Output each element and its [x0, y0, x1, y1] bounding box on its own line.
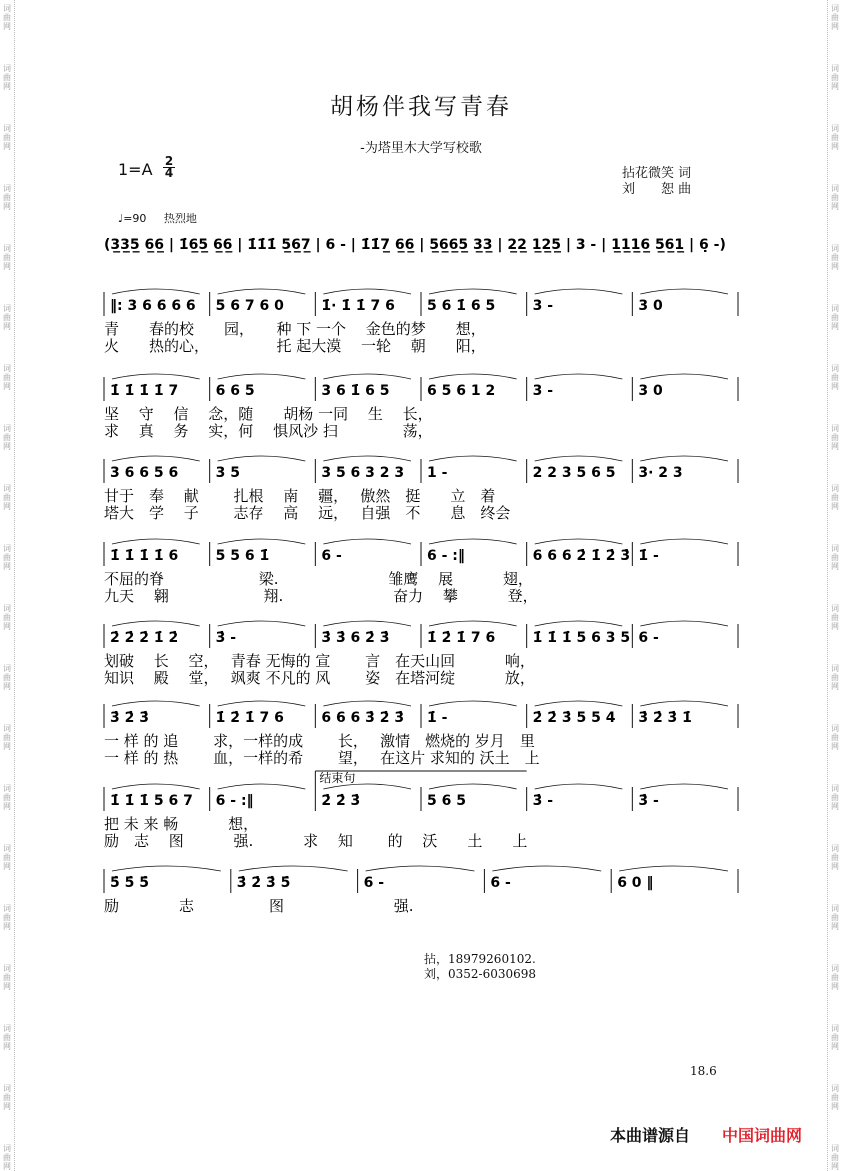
key-signature: 1=A [118, 160, 153, 179]
watermark-glyph: 词 曲 网 [3, 1084, 11, 1111]
measure-notes: 3 - [532, 298, 554, 314]
slur [429, 784, 517, 789]
slur [535, 539, 623, 544]
watermark-glyph: 词 曲 网 [3, 124, 11, 151]
slur [429, 456, 517, 461]
measure-notes: 5 5 6 1̇ [215, 548, 270, 564]
composer-credit: 刘 恕 曲 [622, 182, 692, 197]
watermark-glyph: 词 曲 网 [3, 724, 11, 751]
measure-notes: 1̇ 1̇ 1̇ 5 6 7 [110, 793, 193, 809]
measure-notes: 3· 2 3 [638, 465, 683, 481]
slur [640, 539, 728, 544]
slur [640, 701, 728, 706]
lyric-line: 划破 长 空， 青春 无悔的 宣 言 在天山回 响， [104, 652, 535, 670]
measure-notes: 3 - [532, 383, 554, 399]
contact-lyricist: 拈，18979260102. [424, 952, 536, 966]
slur [323, 539, 411, 544]
watermark-glyph: 词 曲 网 [3, 844, 11, 871]
watermark-glyph: 词 曲 网 [3, 64, 11, 91]
measure-notes: 6 - :‖ [215, 793, 254, 809]
measure-notes: 6 - [638, 630, 659, 646]
measure-notes: 1̇ - [427, 710, 448, 726]
watermark-glyph: 词 曲 网 [831, 64, 839, 91]
measure-notes: 3̇ - [532, 793, 554, 809]
slur [112, 539, 200, 544]
slur [323, 374, 411, 379]
measure-notes: 6 6 6 3̇ 2̇ 3̇ [321, 710, 405, 726]
measure-notes: 5 6 1̇ 6 5 [427, 298, 496, 314]
measure-notes: 1̇· 1̇ 1̇ 7 6 [321, 298, 395, 314]
lyric-line: 甘于 奉 献 扎根 南 疆， 傲然 挺 立 着 [104, 487, 496, 505]
lyric-line: 把 未 来 畅 想， [104, 815, 259, 833]
measure-notes: 3 0 [638, 383, 663, 399]
slur [535, 701, 623, 706]
measure-notes: 5̇ 5̇ 5̇ [110, 875, 149, 891]
slur [112, 456, 200, 461]
watermark-glyph: 词 曲 网 [831, 784, 839, 811]
score-date: 18.6 [690, 1064, 717, 1078]
measure-notes: 1̇ 1̇ 1̇ 5 6 3 5 [532, 630, 631, 646]
measure-notes: 6 6 6 2̇ 1̇ 2̇ 3̇ [532, 548, 631, 564]
measure-notes: 3 5 6 3 2 3 [321, 465, 405, 481]
watermark-glyph: 词 曲 网 [3, 484, 11, 511]
measure-notes: 3 6 6 5 6 [110, 465, 179, 481]
measure-notes: 5 6 5 [427, 793, 466, 809]
measure-notes: 3̇ 2̇ 3̇ 5̇ [236, 875, 291, 891]
measure-notes: 1̇ 2̇ 1̇ 7 6 [427, 630, 496, 646]
watermark-glyph: 词 曲 网 [831, 1024, 839, 1051]
slur [112, 621, 200, 626]
tempo-expression: 热烈地 [163, 212, 197, 225]
lyric-line: 塔大 学 子 志存 高 远， 自强 不 息 终会 [104, 504, 511, 522]
watermark-glyph: 词 曲 网 [831, 124, 839, 151]
watermark-glyph: 词 曲 网 [831, 904, 839, 931]
intro-line: (3̲3̲5̲ 6̲6̲ | 1̇6̲5̲ 6̲6̲ | 1̇1̇1̇ 5̲6̲7̲ | 6 - | 1̇1̇7̲ 6̲6̲ | 5̲6̲6̲5̲ 3̲3̲ | 2̲2̲ 1̲2̲5̲ | 3 - | 1̲1̲1̲6̲ 5̲6̲1̲ | 6̣ -) [104, 237, 726, 253]
watermark-glyph: 词 曲 网 [831, 1144, 839, 1171]
watermark-glyph: 词 曲 网 [3, 544, 11, 571]
watermark-glyph: 词 曲 网 [3, 964, 11, 991]
slur [218, 701, 306, 706]
measure-notes: 3̇ 2̇ 3̇ 1̇ [638, 710, 692, 726]
slur [429, 289, 517, 294]
measure-notes: 2̇ 2̇ 3̇ 5 5 4 [532, 710, 616, 726]
watermark-glyph: 词 曲 网 [3, 664, 11, 691]
ending-label: 结束句 [319, 771, 356, 785]
watermark-glyph: 词 曲 网 [831, 424, 839, 451]
measure-notes: 6 - :‖ [427, 548, 465, 564]
watermark-glyph: 词 曲 网 [831, 724, 839, 751]
measure-notes: 6 - [490, 875, 511, 891]
slur [218, 539, 306, 544]
slur [112, 866, 221, 871]
lyric-line: 坚 守 信 念，随 胡杨 一同 生 长， [104, 405, 433, 423]
watermark-glyph: 词 曲 网 [3, 244, 11, 271]
watermark-glyph: 词 曲 网 [831, 184, 839, 211]
slur [429, 621, 517, 626]
watermark-glyph: 词 曲 网 [831, 4, 839, 31]
slur [112, 289, 200, 294]
lyric-line: 励 志 图 强. 求 知 的 沃 土 上 [104, 832, 528, 850]
measure-notes: 1̇ 1̇ 1̇ 1̇ 6 [110, 548, 179, 564]
time-lower: 4 [164, 166, 174, 180]
slur [535, 289, 623, 294]
watermark-glyph: 词 曲 网 [3, 424, 11, 451]
slur [112, 701, 200, 706]
watermark-glyph: 词 曲 网 [831, 484, 839, 511]
slur [218, 374, 306, 379]
measure-notes: 3 6 1̇ 6 5 [321, 383, 390, 399]
song-subtitle: -为塔里木大学写校歌 [360, 141, 482, 156]
slur [239, 866, 348, 871]
slur [640, 374, 728, 379]
time-upper: 2 [164, 154, 174, 168]
measure-notes: 5 6 7 6 0 [215, 298, 284, 314]
lyric-line: 一 样 的 追 求，一样的成 长， 激情 燃烧的 岁月 里 [104, 732, 535, 750]
lyricist-credit: 拈花微笑 词 [622, 166, 692, 181]
watermark-glyph: 词 曲 网 [3, 1144, 11, 1171]
slur [535, 784, 623, 789]
slur [640, 289, 728, 294]
slur [323, 621, 411, 626]
slur [323, 289, 411, 294]
measure-notes: 6 5 6 1 2 [427, 383, 496, 399]
measure-notes: 3 5 [215, 465, 241, 481]
slur [218, 621, 306, 626]
contact-composer: 刘，0352-6030698 [424, 967, 537, 981]
slur [492, 866, 601, 871]
measure-notes: 2̇ 2̇ 2̇ 1̇ 2̇ [110, 630, 179, 646]
lyric-line: 九天 翱 翔. 奋力 攀 登， [104, 587, 538, 605]
slur [640, 621, 728, 626]
measure-notes: 2̇ 2̇ 3̇ [321, 793, 361, 809]
measure-notes: 3̇ - [215, 630, 237, 646]
watermark-glyph: 词 曲 网 [831, 1084, 839, 1111]
source-label: 本曲谱源自 [610, 1126, 691, 1145]
measure-notes: 6 6 5 [215, 383, 255, 399]
watermark-glyph: 词 曲 网 [3, 784, 11, 811]
slur [429, 374, 517, 379]
watermark-glyph: 词 曲 网 [831, 244, 839, 271]
lyric-line: 求 真 务 实，何 惧风沙 扫 荡， [104, 422, 433, 440]
measure-notes: 2 2 3 5 6 5 [532, 465, 616, 481]
slur [640, 456, 728, 461]
measure-notes: 3̇ 3̇ 6 2̇ 3̇ [321, 630, 390, 646]
tempo-bpm: ♩=90 [118, 212, 147, 225]
slur [112, 784, 200, 789]
slur [366, 866, 475, 871]
watermark-glyph: 词 曲 网 [3, 4, 11, 31]
slur [218, 289, 306, 294]
watermark-glyph: 词 曲 网 [831, 844, 839, 871]
watermark-glyph: 词 曲 网 [831, 964, 839, 991]
slur [535, 374, 623, 379]
slur [619, 866, 728, 871]
slur [218, 456, 306, 461]
watermark-glyph: 词 曲 网 [3, 364, 11, 391]
measure-notes: ‖: 3 6 6 6 6 [110, 298, 196, 314]
lyric-line: 不屈的脊 梁. 雏鹰 展 翅， [104, 570, 533, 588]
measure-notes: 6 - [363, 875, 385, 891]
slur [535, 621, 623, 626]
watermark-glyph: 词 曲 网 [831, 604, 839, 631]
measure-notes: 1̇ 2̇ 1̇ 7 6 [215, 710, 284, 726]
lyric-line: 火 热的心， 托 起大漠 一轮 朝 阳， [104, 337, 486, 355]
measure-notes: 3 0 [638, 298, 663, 314]
watermark-glyph: 词 曲 网 [831, 304, 839, 331]
slur [323, 456, 411, 461]
slur [640, 784, 728, 789]
measure-notes: 1 - [427, 465, 448, 481]
lyric-line: 知识 殿 堂， 飒爽 不凡的 风 姿 在塔河绽 放， [104, 669, 535, 687]
watermark-glyph: 词 曲 网 [3, 304, 11, 331]
lyric-line: 一 样 的 热 血，一样的希 望， 在这片 求知的 沃土 上 [104, 749, 540, 767]
source-brand: 中国词曲网 [722, 1126, 803, 1145]
slur [112, 374, 200, 379]
slur [535, 456, 623, 461]
watermark-glyph: 词 曲 网 [831, 664, 839, 691]
slur [429, 701, 517, 706]
song-title: 胡杨伴我写青春 [330, 94, 512, 120]
slur [218, 784, 306, 789]
watermark-glyph: 词 曲 网 [3, 1024, 11, 1051]
measure-notes: 3̇ - [638, 793, 659, 809]
watermark-glyph: 词 曲 网 [3, 184, 11, 211]
slur [323, 701, 411, 706]
watermark-glyph: 词 曲 网 [3, 604, 11, 631]
measure-notes: 6 0 ‖ [617, 875, 654, 891]
measure-notes: 1̇ - [638, 548, 659, 564]
lyric-line: 励 志 图 强. [104, 897, 414, 915]
measure-notes: 6 - [321, 548, 342, 564]
slur [429, 539, 517, 544]
watermark-glyph: 词 曲 网 [3, 904, 11, 931]
lyric-line: 青 春的校 园， 种 下 一个 金色的梦 想， [104, 320, 486, 338]
watermark-glyph: 词 曲 网 [831, 364, 839, 391]
watermark-glyph: 词 曲 网 [831, 544, 839, 571]
measure-notes: 1̇ 1̇ 1̇ 1̇ 7 [110, 383, 179, 399]
measure-notes: 3̇ 2̇ 3̇ [110, 710, 149, 726]
